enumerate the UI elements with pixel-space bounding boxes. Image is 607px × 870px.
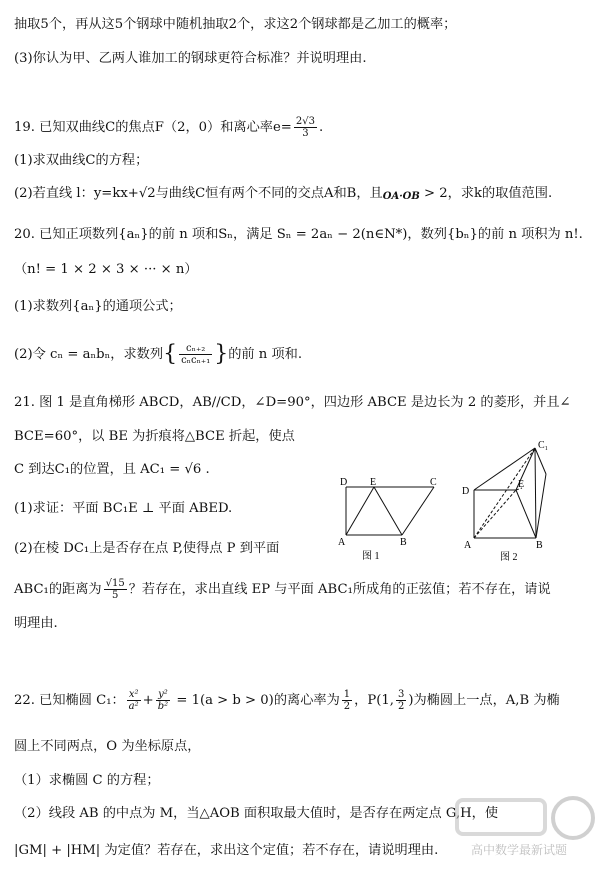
text-segment: ABC₁的距离为 <box>14 582 102 597</box>
question-21-line1: 21. 图 1 是直角梯形 ABCD，AB//CD，∠D=90°，四边形 ABCE 是边长为 2 的菱形，并且∠ <box>14 395 571 410</box>
text-segment: + <box>142 693 154 708</box>
label-A: A <box>464 540 472 551</box>
fraction-x <box>127 689 141 712</box>
text-segment: (2)令 cₙ = aₙbₙ，求数列 <box>14 347 164 362</box>
text-line: C 到达C₁的位置，且 AC₁ = √6 . <box>14 462 210 477</box>
label-B: B <box>536 540 543 551</box>
watermark-logo <box>451 794 601 864</box>
denominator: 5 <box>111 590 119 601</box>
numerator: √15 <box>105 578 125 589</box>
question-19-part2 <box>14 185 552 206</box>
text-line: BCE=60°，以 BE 为折痕将△BCE 折起，使点 <box>14 429 295 444</box>
watermark-drawing <box>451 794 601 860</box>
figure-2 <box>460 440 570 565</box>
label-B: B <box>400 537 407 548</box>
text-segment: 的前 n 项和. <box>228 347 303 362</box>
label-A: A <box>338 537 346 548</box>
denominator: a² <box>128 701 139 712</box>
question-20-head: 20. 已知正项数列{aₙ}的前 n 项和Sₙ，满足 Sₙ = 2aₙ − 2(n∈N*)，数列{bₙ}的前 n 项积为 n!. <box>14 227 583 242</box>
label-D: D <box>462 486 470 497</box>
fraction <box>179 343 212 366</box>
text-segment: ，P(1, <box>354 693 394 708</box>
caption-fig2: 图 2 <box>500 552 518 563</box>
question-21-part2 <box>14 578 551 601</box>
label-D: D <box>340 477 348 488</box>
text-segment: )为椭圆上一点，A,B 为椭 <box>408 693 560 708</box>
text-segment: = 1(a > b > 0)的离心率为 <box>172 693 340 708</box>
text-line: （2）线段 AB 的中点为 M，当△AOB 面积取最大值时，是否存在两定点 G,H，使 <box>14 806 499 821</box>
question-19-head: 19. 已知双曲线C的焦点F（2，0）和离心率e= $\frac{2√3}{3}$ . <box>14 116 324 139</box>
text-line: （1）求椭圆 C 的方程； <box>14 773 160 788</box>
denominator: b² <box>157 701 169 712</box>
text-line: （n! = 1 × 2 × 3 × ··· × n） <box>14 262 198 277</box>
text-segment: > 2，求k的取值范围. <box>419 186 553 201</box>
fraction-p <box>396 689 406 712</box>
fraction <box>104 578 127 601</box>
text-line: (3)你认为甲、乙两人谁加工的钢球更符合标准？并说明理由. <box>14 51 367 66</box>
label-C1: C₁ <box>538 440 549 451</box>
figure-1-drawing <box>336 475 440 565</box>
numerator: x² <box>127 689 141 701</box>
numerator: 1 <box>343 689 351 700</box>
text-line: |GM| + |HM| 为定值？若存在，求出这个定值；若不存在，请说明理由. <box>14 843 439 858</box>
text-line: (1)求数列{aₙ}的通项公式； <box>14 299 182 314</box>
fraction-y <box>156 689 170 712</box>
denominator: 3 <box>302 128 309 139</box>
text-segment: ？若存在，求出直线 EP 与平面 ABC₁所成角的正弦值；若不存在，请说 <box>128 582 551 597</box>
text-segment: (2)若直线 l：y=kx+√2与曲线C恒有两个不同的交点A和B，且 <box>14 186 383 201</box>
watermark-text: 高中数学最新试题 <box>471 843 568 857</box>
text-segment: 19. 已知双曲线C的焦点F（2，0）和离心率e= <box>14 120 292 135</box>
text-line: 圆上不同两点，O 为坐标原点， <box>14 739 201 754</box>
question-20-part2: (2)令 cₙ = aₙbₙ，求数列{ $\frac{\text{cₙ₊₂}}{\text{cₙcₙ₊₁}}$ }的前 n 项和. <box>14 341 303 367</box>
denominator: 2 <box>397 701 405 712</box>
caption-fig1: 图 1 <box>362 551 380 562</box>
vector-product: OA·OB <box>382 191 420 202</box>
numerator: 3 <box>397 689 405 700</box>
denominator: 2 <box>343 701 351 712</box>
fraction <box>294 116 317 139</box>
text-line: (2)在棱 DC₁上是否存在点 P,使得点 P 到平面 <box>14 541 280 556</box>
numerator: cₙ₊₂ <box>179 343 212 355</box>
numerator: 2√3 <box>295 116 315 127</box>
figure-2-drawing <box>460 440 570 565</box>
denominator: cₙcₙ₊₁ <box>181 355 211 366</box>
text-line: 明理由. <box>14 616 58 631</box>
text-line: 抽取5个，再从这5个钢球中随机抽取2个，求这2个钢球都是乙加工的概率； <box>14 17 457 32</box>
label-E: E <box>518 479 525 490</box>
figure-1 <box>336 475 440 565</box>
text-line: (1)求证：平面 BC₁E ⊥ 平面 ABED. <box>14 501 233 516</box>
label-E: E <box>370 477 377 488</box>
label-C: C <box>430 477 437 488</box>
question-22-head <box>14 689 560 712</box>
text-segment: 22. 已知椭圆 C₁： <box>14 693 125 708</box>
fraction-e <box>342 689 352 712</box>
numerator: y² <box>156 689 170 701</box>
text-line: (1)求双曲线C的方程； <box>14 153 149 168</box>
